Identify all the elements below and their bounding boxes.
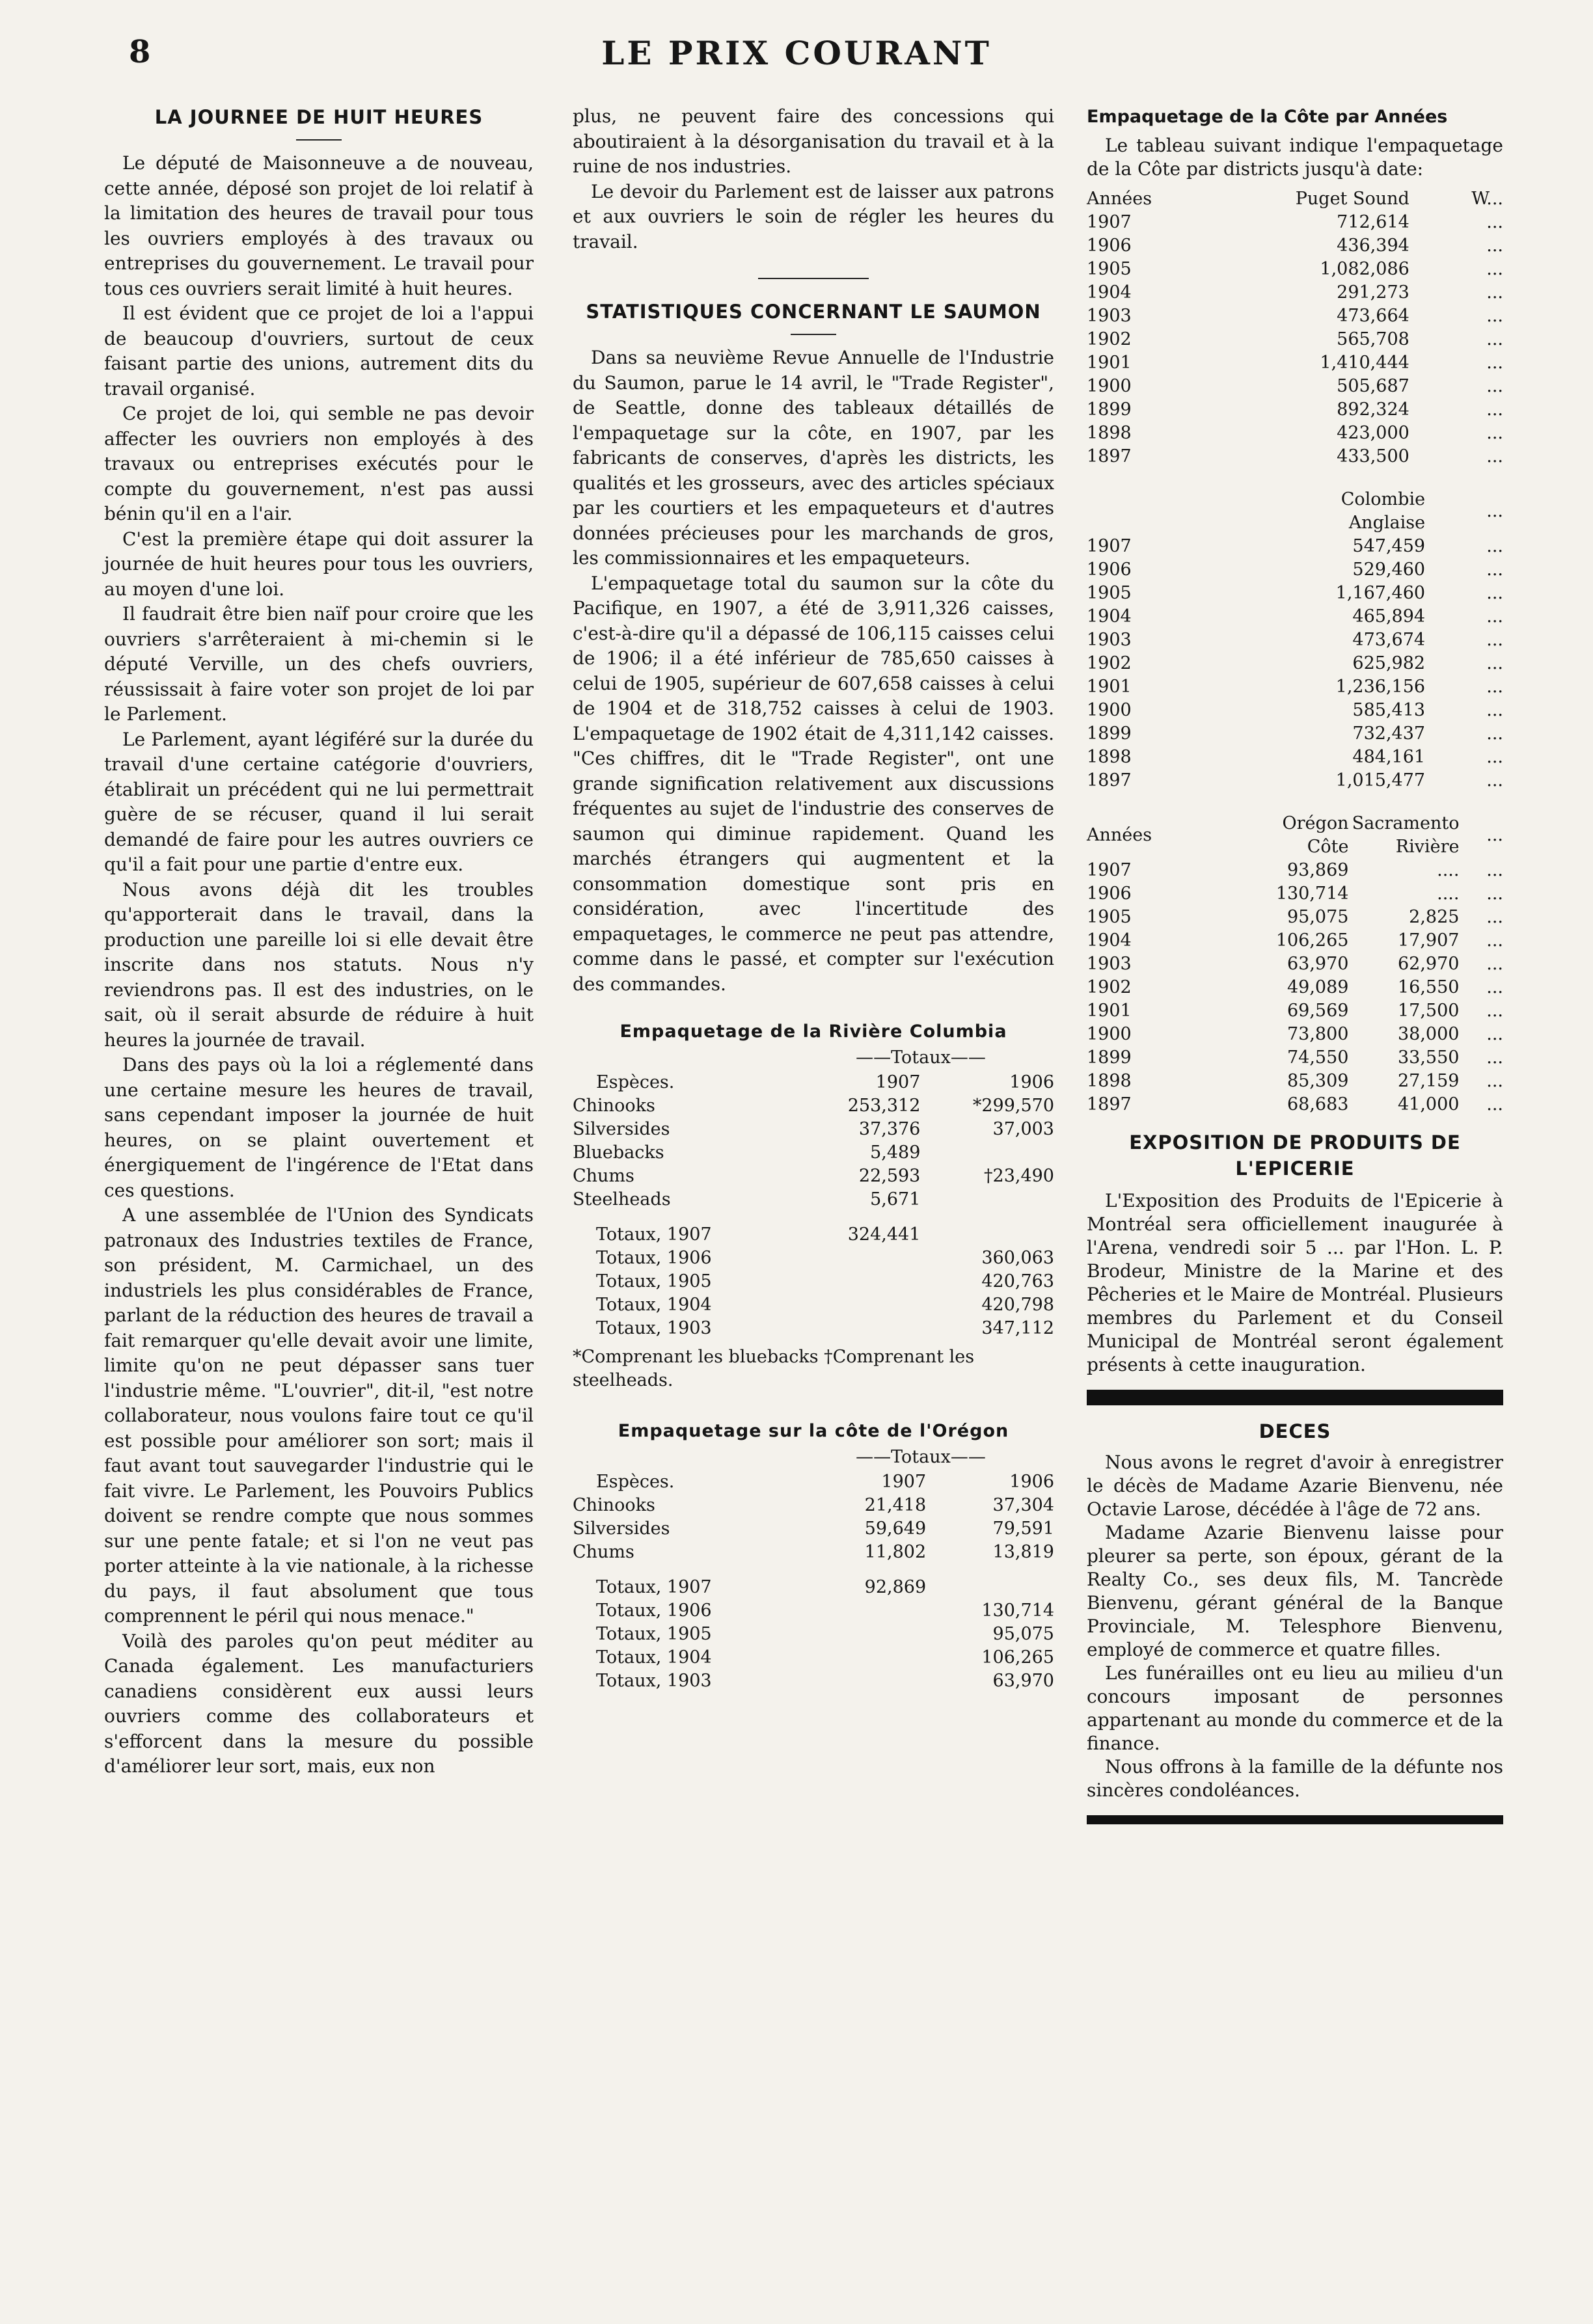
table-row bbox=[573, 1576, 1054, 1599]
table-cell: 347,112 bbox=[981, 1318, 1054, 1338]
table-cell: 625,982 bbox=[1352, 653, 1426, 673]
table-row bbox=[1087, 699, 1503, 722]
table-cell: 505,687 bbox=[1337, 376, 1409, 396]
table-row bbox=[1087, 652, 1503, 675]
table-cell bbox=[801, 1247, 920, 1270]
table-cell: ... bbox=[1486, 236, 1503, 256]
table-cell: 565,708 bbox=[1337, 329, 1409, 349]
spacer bbox=[1087, 1116, 1503, 1129]
table-cell: Silversides bbox=[573, 1519, 670, 1539]
table-row bbox=[1087, 445, 1503, 468]
table-cell: 420,798 bbox=[981, 1295, 1054, 1315]
table-cell: 63,970 bbox=[1287, 954, 1349, 974]
table-row bbox=[1087, 976, 1503, 999]
black-rule bbox=[1087, 1390, 1503, 1405]
paragraph: Dans sa neuvième Revue Annuelle de l'Industrie du Saumon, parue le 14 avril, le "Trade Register", de Seattle, donne des tableaux détaillés de l'empaquetage sur la côte, en 1907, par les fabricants de conserves, d'après les districts, les qualités et les grosseurs, avec des articles spéciaux par les courtiers et les empaqueteurs et d'autres données précieuses pour les marchands de gros, les commissionnaires et les empaqueteurs. bbox=[573, 347, 1054, 569]
col-other: W... bbox=[1471, 189, 1503, 209]
table-title-oregon: Empaquetage sur la côte de l'Orégon bbox=[618, 1421, 1009, 1441]
table-row bbox=[1087, 234, 1503, 258]
table-cell: 1902 bbox=[1087, 653, 1132, 673]
table-row bbox=[1087, 398, 1503, 422]
spacer-row bbox=[573, 1564, 1054, 1576]
table-cell: 16,550 bbox=[1397, 977, 1460, 997]
table-cell: 69,569 bbox=[1287, 1001, 1349, 1021]
table-row bbox=[573, 1494, 1054, 1517]
table-row bbox=[573, 1317, 1054, 1340]
page-number: 8 bbox=[129, 34, 151, 70]
table-cell bbox=[920, 1188, 1054, 1211]
paragraph: Nous avons le regret d'avoir à enregistrer le décès de Madame Azarie Bienvenu, née Octavie Larose, décédée à l'âge de 72 ans. bbox=[1087, 1452, 1503, 1520]
table-cell: 1906 bbox=[1087, 236, 1132, 256]
table-cell: 95,075 bbox=[992, 1624, 1054, 1644]
table-cell: Totaux, 1906 bbox=[596, 1248, 712, 1268]
table-cell: 585,413 bbox=[1352, 700, 1426, 720]
table-cell: Totaux, 1905 bbox=[596, 1271, 712, 1291]
paragraph: Le député de Maisonneuve a de nouveau, cette année, déposé son projet de loi relatif à la limitation des heures de travail pour tous les ouvriers employés à des travaux ou entreprises du gouvernement. Le travail pour tous ces ouvriers serait limité à huit heures. bbox=[104, 152, 534, 299]
table-cell: 1900 bbox=[1087, 1024, 1132, 1044]
table-cell: ... bbox=[1486, 954, 1503, 974]
table-row bbox=[1087, 211, 1503, 234]
table-cell: 1899 bbox=[1087, 1047, 1132, 1068]
table-title-columbia: Empaquetage de la Rivière Columbia bbox=[620, 1021, 1007, 1042]
paragraph: Les funérailles ont eu lieu au milieu d'un concours imposant de personnes appartenant au monde du commerce et de la finance. bbox=[1087, 1662, 1503, 1754]
columbia-table bbox=[573, 1071, 1054, 1340]
table-cell: 1905 bbox=[1087, 907, 1132, 927]
totals-label: Totaux bbox=[891, 1047, 951, 1068]
column-1 bbox=[104, 104, 534, 1779]
table-cell: 21,418 bbox=[864, 1495, 927, 1515]
table-cell: 1904 bbox=[1087, 606, 1132, 627]
table-cell bbox=[818, 1599, 927, 1623]
table-cell bbox=[801, 1270, 920, 1293]
paragraph: Ce projet de loi, qui semble ne pas devoir affecter les ouvriers non employés à des travaux ou entreprises exécutés pour le compte du gouvernement, n'est pas aussi bénin qu'il en a l'air. bbox=[104, 403, 534, 524]
table-cell: Totaux, 1906 bbox=[596, 1601, 712, 1621]
puget-sound-table bbox=[1087, 187, 1503, 468]
table-cell bbox=[818, 1646, 927, 1669]
table-cell: 1906 bbox=[1087, 884, 1132, 904]
table-header-row bbox=[1087, 812, 1503, 859]
spacer bbox=[1087, 1444, 1503, 1451]
table-cell: Chinooks bbox=[573, 1096, 655, 1116]
table-cell: 1902 bbox=[1087, 977, 1132, 997]
table-cell bbox=[801, 1293, 920, 1317]
table-cell: 1,082,086 bbox=[1320, 259, 1409, 279]
col-years: Années bbox=[1087, 189, 1152, 209]
table-cell: 892,324 bbox=[1337, 399, 1409, 420]
table-cell: ... bbox=[1486, 306, 1503, 326]
col-1907: 1907 bbox=[881, 1472, 927, 1492]
table-cell: 74,550 bbox=[1287, 1047, 1349, 1068]
table-cell: 291,273 bbox=[1337, 282, 1409, 303]
table-row bbox=[573, 1623, 1054, 1646]
table-cell: Totaux, 1904 bbox=[596, 1295, 712, 1315]
table-cell: 1900 bbox=[1087, 700, 1132, 720]
table-cell: ... bbox=[1486, 770, 1503, 790]
table-row bbox=[1087, 675, 1503, 699]
table-cell: 1902 bbox=[1087, 329, 1132, 349]
totals-header: ——Totaux—— bbox=[856, 1047, 986, 1068]
table-cell: Totaux, 1904 bbox=[596, 1647, 712, 1668]
table-row bbox=[1087, 1070, 1503, 1093]
table-row bbox=[573, 1118, 1054, 1141]
table-cell: 1901 bbox=[1087, 1001, 1132, 1021]
table-cell: ... bbox=[1486, 583, 1503, 603]
article-title-exposition: EXPOSITION DE PRODUITS DE L'EPICERIE bbox=[1129, 1131, 1461, 1180]
column-2 bbox=[573, 104, 1054, 1693]
table-row bbox=[1087, 859, 1503, 882]
table-cell: 5,671 bbox=[870, 1189, 921, 1209]
table-cell: 433,500 bbox=[1337, 446, 1409, 466]
paragraph: Madame Azarie Bienvenu laisse pour pleurer sa perte, son époux, gérant de la Realty Co., ses deux fils, M. Tancrède Bienvenu, gérant général de la Banque Provinciale, M. Telesphore Bienvenu, employé de commerce et quatre filles. bbox=[1087, 1522, 1503, 1660]
table-cell: 49,089 bbox=[1287, 977, 1349, 997]
table-cell: 1,167,460 bbox=[1335, 583, 1426, 603]
table-row bbox=[1087, 281, 1503, 304]
table-cell: ... bbox=[1486, 977, 1503, 997]
blank-cell bbox=[1087, 488, 1295, 535]
table-cell: 1900 bbox=[1087, 376, 1132, 396]
table-cell bbox=[801, 1317, 920, 1340]
spacer bbox=[573, 997, 1054, 1019]
table-cell: ... bbox=[1486, 259, 1503, 279]
table-row bbox=[1087, 929, 1503, 953]
paragraph: Nous offrons à la famille de la défunte nos sincères condoléances. bbox=[1087, 1756, 1503, 1801]
col-1906: 1906 bbox=[1009, 1072, 1054, 1092]
table-cell: ... bbox=[1486, 1047, 1503, 1068]
table-cell: ... bbox=[1486, 536, 1503, 556]
table-cell: 1901 bbox=[1087, 677, 1132, 697]
table-cell: 1903 bbox=[1087, 954, 1132, 974]
table-cell: 95,075 bbox=[1287, 907, 1349, 927]
totals-label: Totaux bbox=[891, 1447, 951, 1467]
table-cell: 93,869 bbox=[1287, 860, 1349, 880]
table-cell: 79,591 bbox=[992, 1519, 1054, 1539]
table-row bbox=[573, 1669, 1054, 1693]
col-other: ... bbox=[1486, 501, 1503, 521]
table-cell: 1905 bbox=[1087, 259, 1132, 279]
table-row bbox=[573, 1270, 1054, 1293]
table-row bbox=[573, 1293, 1054, 1317]
table-cell: 1906 bbox=[1087, 560, 1132, 580]
col-colombie: Colombie Anglaise bbox=[1341, 489, 1426, 533]
table-cell: 63,970 bbox=[992, 1671, 1054, 1691]
paragraph: Nous avons déjà dit les troubles qu'apporterait dans le travail, dans la production une pareille loi si elle devait être inscrite dans nos statuts. Nous n'y reviendrons pas. Il est des industries, on le sait, où il serait absurde de réduire à huit heures la journée de travail. bbox=[104, 878, 534, 1051]
table-cell: 37,003 bbox=[992, 1119, 1054, 1139]
table-cell: 38,000 bbox=[1397, 1024, 1460, 1044]
column-3 bbox=[1087, 104, 1503, 1837]
paragraph: plus, ne peuvent faire des concessions qui aboutiraient à la désorganisation du travail et à la ruine de nos industries. bbox=[573, 105, 1054, 177]
col-oregon: Orégon Côte bbox=[1282, 813, 1349, 857]
table-cell: ... bbox=[1486, 560, 1503, 580]
table-row bbox=[573, 1165, 1054, 1188]
col-species: Espèces. bbox=[596, 1072, 675, 1092]
article-title-huit-heures: LA JOURNEE DE HUIT HEURES bbox=[154, 106, 483, 128]
table-cell: ... bbox=[1486, 1094, 1503, 1115]
table-cell: ... bbox=[1486, 884, 1503, 904]
table-cell: 1899 bbox=[1087, 723, 1132, 744]
table-cell: ... bbox=[1486, 653, 1503, 673]
table-cell: 1907 bbox=[1087, 860, 1132, 880]
table-row bbox=[573, 1646, 1054, 1669]
table-cell: 1904 bbox=[1087, 282, 1132, 303]
table-row bbox=[573, 1599, 1054, 1623]
table-cell: Chums bbox=[573, 1166, 634, 1186]
table-cell: 1897 bbox=[1087, 1094, 1132, 1115]
table-cell: 1898 bbox=[1087, 1071, 1132, 1091]
table-row bbox=[1087, 351, 1503, 375]
table-cell: 1903 bbox=[1087, 630, 1132, 650]
table-cell: ... bbox=[1486, 353, 1503, 373]
table-row bbox=[1087, 375, 1503, 398]
table-cell: 1899 bbox=[1087, 399, 1132, 420]
table-cell: Totaux, 1907 bbox=[596, 1224, 712, 1245]
table-cell: 106,265 bbox=[1275, 930, 1349, 951]
table-cell: 732,437 bbox=[1352, 723, 1426, 744]
table-cell: ... bbox=[1486, 723, 1503, 744]
black-rule bbox=[1087, 1815, 1503, 1824]
table-row bbox=[1087, 582, 1503, 605]
table-header-row bbox=[1087, 187, 1503, 211]
table-cell: 13,819 bbox=[992, 1542, 1054, 1562]
paragraph: Le Parlement, ayant légiféré sur la durée du travail d'une certaine catégorie d'ouvriers, établirait un précédent qui ne lui permettrait guère de se récuser, quand il lui serait demandé de faire pour les autres ouvriers ce qu'il a fait pour une partie d'entre eux. bbox=[104, 728, 534, 875]
spacer-row bbox=[573, 1211, 1054, 1223]
table-cell: 22,593 bbox=[858, 1166, 921, 1186]
table-cell: 360,063 bbox=[981, 1248, 1054, 1268]
table-row bbox=[1087, 605, 1503, 628]
table-row bbox=[1087, 558, 1503, 582]
table-header-row bbox=[1087, 488, 1503, 535]
table-cell: ... bbox=[1486, 329, 1503, 349]
table-cell: ... bbox=[1486, 282, 1503, 303]
table-cell bbox=[920, 1223, 1054, 1247]
col-1906: 1906 bbox=[1009, 1472, 1054, 1492]
table-cell: Totaux, 1903 bbox=[596, 1671, 712, 1691]
table-cell bbox=[818, 1623, 927, 1646]
table-row bbox=[1087, 999, 1503, 1023]
paragraph: Il est évident que ce projet de loi a l'appui de beaucoup d'ouvriers, surtout de ceux faisant partie des unions, autrement dits du travail organisé. bbox=[104, 303, 534, 399]
table-cell: 1903 bbox=[1087, 306, 1132, 326]
masthead-title: LE PRIX COURANT bbox=[601, 34, 992, 72]
table-cell: 68,683 bbox=[1287, 1094, 1349, 1115]
table-cell: Totaux, 1907 bbox=[596, 1577, 712, 1597]
table-cell: Chums bbox=[573, 1542, 634, 1562]
table-cell: 473,674 bbox=[1352, 630, 1426, 650]
table-cell: ... bbox=[1486, 677, 1503, 697]
table-cell: ... bbox=[1486, 1024, 1503, 1044]
table-row bbox=[573, 1223, 1054, 1247]
table-cell: ... bbox=[1486, 606, 1503, 627]
table-footnote: *Comprenant les bluebacks †Comprenant les steelheads. bbox=[573, 1347, 975, 1390]
table-row bbox=[1087, 1046, 1503, 1070]
table-row bbox=[1087, 722, 1503, 746]
table-cell: 253,312 bbox=[847, 1096, 921, 1116]
article-title-deces: DECES bbox=[1259, 1420, 1331, 1442]
table-cell: 33,550 bbox=[1397, 1047, 1460, 1068]
paragraph: C'est la première étape qui doit assurer la journée de huit heures pour tous les ouvriers, au moyen d'une loi. bbox=[104, 528, 534, 600]
table-cell: .... bbox=[1437, 860, 1460, 880]
table-cell bbox=[818, 1669, 927, 1693]
table-cell: 59,649 bbox=[864, 1519, 927, 1539]
table-cell bbox=[920, 1141, 1054, 1165]
table-cell: 529,460 bbox=[1352, 560, 1426, 580]
table-cell: †23,490 bbox=[984, 1166, 1054, 1186]
oregon-sacramento-table bbox=[1087, 812, 1503, 1116]
table-cell: 37,376 bbox=[858, 1119, 921, 1139]
table-cell bbox=[926, 1576, 1054, 1599]
col-other: ... bbox=[1486, 825, 1503, 845]
table-row bbox=[1087, 628, 1503, 652]
table-cell: 1907 bbox=[1087, 212, 1132, 232]
table-cell: 41,000 bbox=[1397, 1094, 1460, 1115]
table-title-cote: Empaquetage de la Côte par Années bbox=[1087, 107, 1448, 127]
table-cell: ... bbox=[1486, 930, 1503, 951]
table-cell: Steelheads bbox=[573, 1189, 671, 1209]
table-cell: Bluebacks bbox=[573, 1142, 664, 1163]
table-row bbox=[573, 1094, 1054, 1118]
table-cell: 1,410,444 bbox=[1320, 353, 1409, 373]
title-dash bbox=[296, 139, 342, 141]
table-row bbox=[1087, 746, 1503, 769]
paragraph: Dans des pays où la loi a réglementé dans une certaine mesure les heures de travail, sans cependant imposer la journée de huit heures, on se plaint ouvertement et énergiquement de l'ingérence de l'Etat dans ces questions. bbox=[104, 1054, 534, 1201]
table-cell: ... bbox=[1486, 630, 1503, 650]
section-separator bbox=[758, 278, 869, 279]
table-cell: Chinooks bbox=[573, 1495, 655, 1515]
table-cell: 1907 bbox=[1087, 536, 1132, 556]
table-cell: 27,159 bbox=[1397, 1071, 1460, 1091]
table-cell: 484,161 bbox=[1352, 747, 1426, 767]
table-cell: 423,000 bbox=[1337, 423, 1409, 443]
table-cell: 1897 bbox=[1087, 770, 1132, 790]
table-cell: 5,489 bbox=[870, 1142, 921, 1163]
table-cell: 1905 bbox=[1087, 583, 1132, 603]
col-sacramento: Sacramento Rivière bbox=[1352, 813, 1460, 857]
table-cell: 1,236,156 bbox=[1335, 677, 1426, 697]
table-cell: ... bbox=[1486, 446, 1503, 466]
table-cell: 37,304 bbox=[992, 1495, 1054, 1515]
paragraph: L'Exposition des Produits de l'Epicerie à Montréal sera officiellement inaugurée à l'Arena, vendredi soir 5 ... par l'Hon. L. P. Brodeur, Ministre de la Marine et des Pêcheries et le Maire de Montréal. Plusieurs membres du Parlement et du Conseil Municipal de Montréal seront également présents à cette inauguration. bbox=[1087, 1190, 1503, 1375]
table-cell: 92,869 bbox=[864, 1577, 927, 1597]
col-species: Espèces. bbox=[596, 1472, 675, 1492]
paragraph: Le tableau suivant indique l'empaquetage de la Côte par districts jusqu'à date: bbox=[1087, 135, 1503, 180]
table-cell: Silversides bbox=[573, 1119, 670, 1139]
paragraph: Le devoir du Parlement est de laisser aux patrons et aux ouvriers le soin de régler les heures du travail. bbox=[573, 180, 1054, 252]
table-cell: 547,459 bbox=[1352, 536, 1426, 556]
table-cell: Totaux, 1903 bbox=[596, 1318, 712, 1338]
table-cell: ... bbox=[1486, 399, 1503, 420]
table-cell: 17,907 bbox=[1397, 930, 1460, 951]
table-row bbox=[1087, 906, 1503, 929]
table-cell: 73,800 bbox=[1287, 1024, 1349, 1044]
table-cell: .... bbox=[1437, 884, 1460, 904]
totals-header: ——Totaux—— bbox=[856, 1447, 986, 1467]
table-cell: 324,441 bbox=[847, 1224, 921, 1245]
table-cell: ... bbox=[1486, 212, 1503, 232]
table-cell: ... bbox=[1486, 1001, 1503, 1021]
table-cell: ... bbox=[1486, 907, 1503, 927]
table-row bbox=[1087, 258, 1503, 281]
table-cell: 1898 bbox=[1087, 423, 1132, 443]
table-row bbox=[1087, 882, 1503, 906]
oregon-table bbox=[573, 1470, 1054, 1693]
colombie-table bbox=[1087, 488, 1503, 792]
table-cell: ... bbox=[1486, 1071, 1503, 1091]
table-cell: 2,825 bbox=[1409, 907, 1460, 927]
table-cell: 17,500 bbox=[1397, 1001, 1460, 1021]
table-cell: 130,714 bbox=[1275, 884, 1349, 904]
col-years: Années bbox=[1087, 825, 1152, 845]
table-cell: 712,614 bbox=[1337, 212, 1409, 232]
paragraph: A une assemblée de l'Union des Syndicats patronaux des Industries textiles de France, son président, M. Carmichael, un des industriels les plus considérables de France, parlant de la réduction des heures de travail a fait remarquer qu'elle devait avoir une limite, limite qu'on ne peut dépasser sans tuer l'industrie même. "L'ouvrier", dit-il, "est notre collaborateur, nous voulons faire tout ce qu'il est possible pour améliorer son sort; mais il faut avant tout sauvegarder l'industrie qui le fait vivre. Le Parlement, les Pouvoirs Publics doivent se rendre compte que nous sommes sur une pente fatale; et si l'on ne veut pas porter atteinte à la vie nationale, à la richesse du pays, il faut absolument que tous comprennent le péril qui nous menace." bbox=[104, 1204, 534, 1627]
table-cell: 1897 bbox=[1087, 446, 1132, 466]
table-cell: 1904 bbox=[1087, 930, 1132, 951]
table-cell: 473,664 bbox=[1337, 306, 1409, 326]
table-row bbox=[1087, 1093, 1503, 1116]
col-puget-sound: Puget Sound bbox=[1295, 189, 1409, 209]
table-row bbox=[1087, 328, 1503, 351]
title-dash bbox=[791, 334, 836, 335]
table-cell: ... bbox=[1486, 376, 1503, 396]
table-row bbox=[1087, 953, 1503, 976]
table-cell: ... bbox=[1486, 423, 1503, 443]
table-row bbox=[1087, 304, 1503, 328]
table-row bbox=[573, 1247, 1054, 1270]
table-cell: 62,970 bbox=[1397, 954, 1460, 974]
table-cell: 1,015,477 bbox=[1335, 770, 1426, 790]
paragraph: Il faudrait être bien naïf pour croire que les ouvriers s'arrêteraient à mi-chemin si le député Verville, un des chefs ouvriers, réussissait à faire voter son projet de loi par le Parlement. bbox=[104, 603, 534, 725]
table-cell: 130,714 bbox=[981, 1601, 1054, 1621]
table-header-row bbox=[573, 1470, 1054, 1494]
table-cell: 465,894 bbox=[1352, 606, 1426, 627]
table-cell: 11,802 bbox=[864, 1542, 927, 1562]
table-cell: 1901 bbox=[1087, 353, 1132, 373]
table-row bbox=[573, 1541, 1054, 1564]
col-1907: 1907 bbox=[875, 1072, 921, 1092]
table-cell: 420,763 bbox=[981, 1271, 1054, 1291]
table-row bbox=[573, 1141, 1054, 1165]
table-row bbox=[1087, 1023, 1503, 1046]
article-title-saumon: STATISTIQUES CONCERNANT LE SAUMON bbox=[586, 301, 1041, 323]
table-cell: ... bbox=[1486, 747, 1503, 767]
table-cell: 85,309 bbox=[1287, 1071, 1349, 1091]
table-cell: Totaux, 1905 bbox=[596, 1624, 712, 1644]
table-row bbox=[1087, 422, 1503, 445]
table-cell: ... bbox=[1486, 860, 1503, 880]
table-cell: 1898 bbox=[1087, 747, 1132, 767]
table-row bbox=[1087, 769, 1503, 792]
paragraph: L'empaquetage total du saumon sur la côte du Pacifique, en 1907, a été de 3,911,326 caisses, c'est-à-dire qu'il a dépassé de 106,115 caisses celui de 1906; il a été inférieur de 785,650 caisses à celui de 1905, supérieur de 607,658 caisses à celui de 1904 et de 318,752 caisses à celui de 1903. L'empaquetage de 1902 était de 4,311,142 caisses. "Ces chiffres, dit le "Trade Register", ont une grande signification relativement aux discussions fréquentes au sujet de l'industrie des conserves de saumon qui diminue rapidement. Quand les marchés étrangers qui augmentent et la consommation domestique sont pris en considération, avec l'incertitude des empaquetages, le commerce ne peut pas attendre, comme dans le passé, et compter sur l'exécution des commandes. bbox=[573, 572, 1054, 995]
table-cell: ... bbox=[1486, 700, 1503, 720]
table-cell: 106,265 bbox=[981, 1647, 1054, 1668]
spacer bbox=[573, 1392, 1054, 1418]
table-cell: 436,394 bbox=[1337, 236, 1409, 256]
table-header-row bbox=[573, 1071, 1054, 1094]
paragraph: Voilà des paroles qu'on peut méditer au Canada également. Les manufacturiers canadiens considèrent eux aussi leurs ouvriers comme des collaborateurs et s'efforcent dans la mesure du possible d'améliorer leur sort, mais, eux non bbox=[104, 1630, 534, 1777]
table-row bbox=[573, 1188, 1054, 1211]
table-row bbox=[573, 1517, 1054, 1541]
table-row bbox=[1087, 535, 1503, 558]
table-cell: *299,570 bbox=[972, 1096, 1054, 1116]
